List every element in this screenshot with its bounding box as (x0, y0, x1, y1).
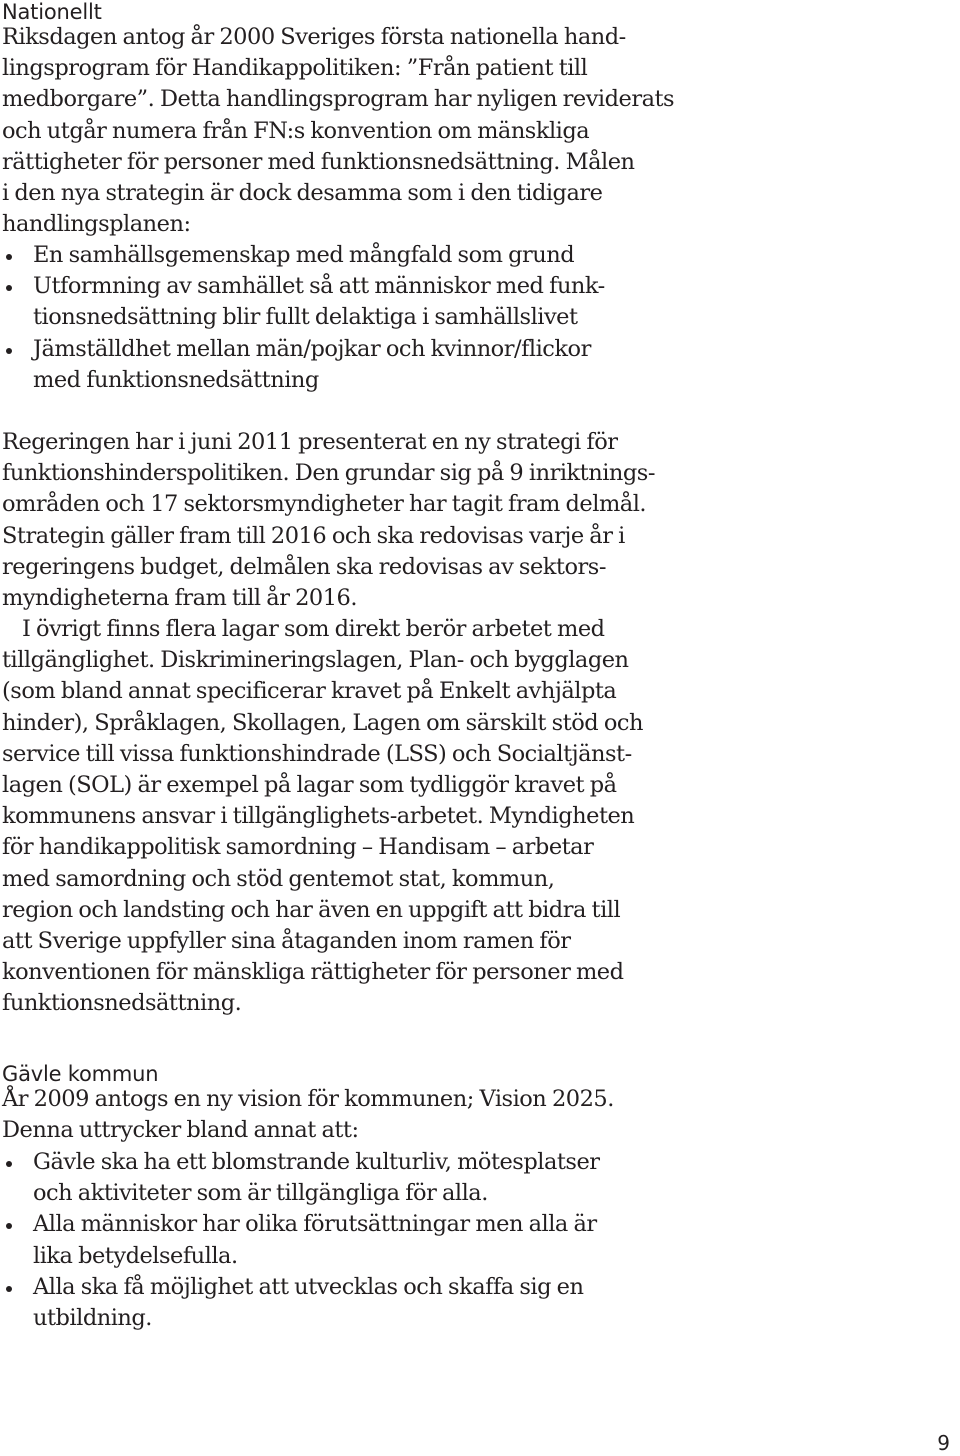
paragraph-regeringen (2, 427, 952, 614)
text-line: Alla ska få möjlighet att utvecklas och skaffa sig en (33, 1273, 584, 1300)
text-line: funktionsnedsättning. (2, 990, 242, 1017)
paragraph-vision-2025 (2, 1084, 952, 1146)
text-line: att Sverige uppfyller sina åtaganden inom ramen för (2, 928, 571, 955)
text-line: medborgare”. Detta handlingsprogram har nyligen reviderats (2, 86, 675, 113)
text-line: År 2009 antogs en ny vision för kommunen; Vision 2025. (2, 1086, 614, 1112)
bullet-list-vision (2, 1147, 600, 1334)
bullet-icon (6, 1223, 12, 1229)
text-line: kommunens ansvar i tillgänglighets-arbetet. Myndigheten (2, 803, 635, 830)
text-line: tillgänglighet. Diskrimineringslagen, Plan- och bygglagen (2, 647, 629, 674)
text-line: hinder), Språklagen, Skollagen, Lagen om särskilt stöd och (2, 709, 643, 736)
text-line: Alla människor har olika förutsättningar men alla är (33, 1211, 597, 1238)
text-line: (som bland annat specificerar kravet på Enkelt avhjälpta (2, 678, 617, 705)
list-item (2, 240, 605, 271)
text-line: myndigheterna fram till år 2016. (2, 585, 358, 612)
text-line: service till vissa funktionshindrade (LSS) och Socialtjänst- (2, 740, 632, 767)
list-item (2, 334, 605, 396)
text-line: och utgår numera från FN:s konvention om mänskliga (2, 117, 590, 144)
text-line: med samordning och stöd gentemot stat, kommun, (2, 865, 555, 892)
text-line: utbildning. (33, 1305, 152, 1332)
text-line: för handikappolitisk samordning – Handisam – arbetar (2, 834, 594, 861)
text-line: Regeringen har i juni 2011 presenterat en ny strategi för (2, 429, 618, 455)
text-line: En samhällsgemenskap med mångfald som grund (33, 242, 575, 268)
bullet-icon (6, 1286, 12, 1292)
list-item (2, 1209, 600, 1271)
list-item (2, 271, 605, 333)
bullet-icon (6, 1161, 12, 1167)
text-line: i den nya strategin är dock desamma som i den tidigare (2, 180, 603, 207)
bullet-icon (6, 254, 12, 260)
text-line: I övrigt finns flera lagar som direkt berör arbetet med (22, 616, 605, 642)
text-line: lagen (SOL) är exempel på lagar som tydliggör kravet på (2, 772, 617, 799)
text-line: tionsnedsättning blir fullt delaktiga i samhällslivet (33, 304, 578, 331)
text-line: handlingsplanen: (2, 211, 191, 238)
text-line: Strategin gäller fram till 2016 och ska redovisas varje år i (2, 522, 625, 549)
text-line: med funktionsnedsättning (33, 366, 319, 393)
text-line: region och landsting och har även en uppgift att bidra till (2, 896, 621, 923)
text-line: rättigheter för personer med funktionsnedsättning. Målen (2, 148, 635, 175)
paragraph-lagar (2, 614, 952, 1020)
text-line: Utformning av samhället så att människor med funk- (33, 273, 605, 300)
text-line: Denna uttrycker bland annat att: (2, 1117, 359, 1144)
text-line: konventionen för mänskliga rättigheter för personer med (2, 959, 624, 986)
paragraph-riksdagen (2, 22, 952, 240)
text-line: funktionshinderspolitiken. Den grundar sig på 9 inriktnings- (2, 460, 655, 487)
bullet-list-goals (2, 240, 605, 396)
page-number: 9 (937, 1431, 950, 1455)
text-line: Gävle ska ha ett blomstrande kulturliv, mötesplatser (33, 1149, 600, 1175)
bullet-icon (6, 348, 12, 354)
list-item (2, 1272, 600, 1334)
bullet-icon (6, 285, 12, 291)
text-line: områden och 17 sektorsmyndigheter har tagit fram delmål. (2, 491, 647, 518)
text-line: Riksdagen antog år 2000 Sveriges första nationella hand- (2, 24, 626, 50)
list-item (2, 1147, 600, 1209)
text-line: lika betydelsefulla. (33, 1242, 238, 1269)
section-heading-gavle-kommun: Gävle kommun (2, 1062, 159, 1086)
text-line: lingsprogram för Handikappolitiken: ”Från patient till (2, 55, 588, 82)
text-line: Jämställdhet mellan män/pojkar och kvinnor/flickor (33, 335, 591, 362)
text-line: regeringens budget, delmålen ska redovisas av sektors- (2, 553, 606, 580)
section-heading-nationellt: Nationellt (2, 0, 102, 24)
text-line: och aktiviteter som är tillgängliga för alla. (33, 1180, 488, 1207)
